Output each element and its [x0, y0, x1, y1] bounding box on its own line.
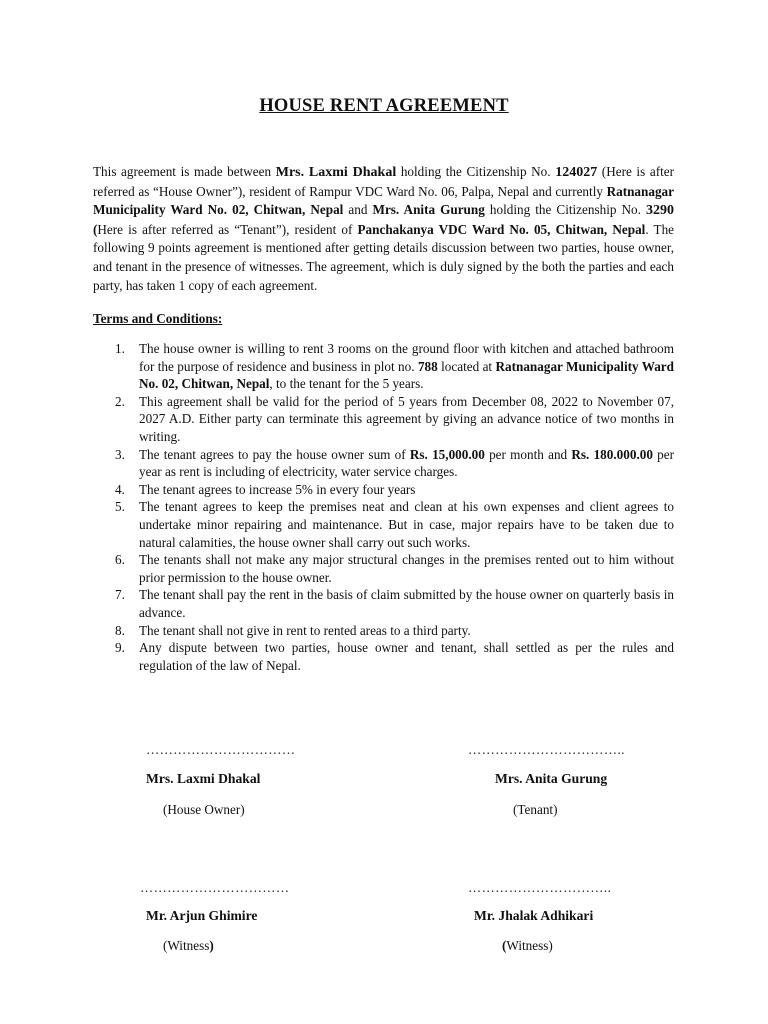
tenant-citizenship-number: 3290 — [646, 203, 674, 219]
intro-text: holding the Citizenship No. — [396, 164, 556, 179]
term-item-7 — [107, 586, 674, 621]
intro-paragraph — [93, 163, 674, 295]
term-item-1 — [107, 340, 674, 393]
term-number: 1. — [115, 341, 125, 356]
term-number: 7. — [115, 587, 125, 603]
owner-signature-role: (House Owner) — [163, 802, 245, 817]
witness-role-text: Witness) — [506, 938, 553, 953]
intro-text: Here is after referred as “Tenant”), resident of — [97, 221, 358, 237]
term-text: Any dispute between two parties, house owner and tenant, shall settled as per the rules and regulation of the law of Nepal. — [139, 640, 674, 673]
intro-text: ( — [93, 221, 98, 237]
term-item-8 — [107, 622, 674, 640]
property-location: Ratnanagar Municipality Ward No. 02, Chitwan, Nepal — [139, 358, 674, 392]
term-item-3 — [107, 446, 674, 481]
tenant-address: Panchakanya VDC Ward No. 05, Chitwan, Nepal — [357, 221, 646, 237]
term-text: The tenant agrees to increase 5% in every four years — [139, 481, 416, 497]
term-item-4 — [107, 481, 674, 499]
term-number: 8. — [115, 622, 125, 638]
term-item-5 — [107, 498, 674, 551]
term-text: located at — [437, 358, 496, 374]
term-text: The tenant agrees to keep the premises neat and clean at his own expenses and client agrees to undertake minor repairing and maintenance. But in case, major repairs have to be taken due to natural calamities, the house owner shall carry out such works. — [139, 499, 674, 550]
witness2-signature-line: ………………………….. — [468, 880, 612, 895]
witness2-signature-role — [502, 938, 553, 954]
owner-name: Mrs. Laxmi Dhakal — [275, 165, 397, 180]
term-number: 4. — [115, 481, 125, 497]
intro-text: This agreement is made between — [93, 164, 276, 179]
tenant-signature-name: Mrs. Anita Gurung — [495, 771, 608, 786]
term-text: The tenant shall not give in rent to rented areas to a third party. — [139, 622, 471, 638]
term-number: 2. — [115, 393, 125, 409]
term-text: The tenant shall pay the rent in the basis of claim submitted by the house owner on quarterly basis in advance. — [139, 587, 674, 620]
term-item-6 — [107, 551, 674, 586]
witness-role-text: ( — [502, 938, 507, 953]
term-number: 3. — [115, 446, 125, 462]
term-number: 5. — [115, 499, 125, 515]
document-title: HOUSE RENT AGREEMENT — [259, 96, 509, 116]
intro-text: holding the Citizenship No. — [484, 202, 646, 218]
plot-number: 788 — [417, 358, 438, 374]
owner-current-address: Ratnanagar Municipality Ward No. 02, Chitwan, Nepal — [93, 183, 674, 218]
terms-list — [107, 340, 674, 674]
intro-text: . The following 9 points agreement is mentioned after getting details discussion between two parties, house owner, and tenant in the presence of witnesses. The agreement, which is duly signed by the both the parties and each party, has taken 1 copy of each agreement. — [93, 221, 675, 293]
term-text: , to the tenant for the 5 years. — [269, 376, 424, 392]
witness1-signature-role — [163, 938, 214, 954]
witness1-signature-name: Mr. Arjun Ghimire — [146, 908, 258, 923]
witness2-signature-name: Mr. Jhalak Adhikari — [474, 908, 594, 923]
intro-text: (Here is after referred as “House Owner”), resident of Rampur VDC Ward No. 06, Palpa, Nepal and currently — [93, 164, 674, 199]
term-number: 6. — [115, 552, 125, 568]
monthly-rent: Rs. 15,000.00 — [409, 446, 485, 462]
tenant-signature-line: …………………………….. — [468, 742, 625, 757]
tenant-name: Mrs. Anita Gurung — [372, 202, 485, 218]
owner-signature-line: …………………………… — [146, 742, 296, 757]
witness-role-text: ) — [209, 938, 214, 953]
term-text: The tenant agrees to pay the house owner sum of — [139, 446, 410, 462]
tenant-signature-role: (Tenant) — [513, 802, 558, 817]
term-text: per month and — [484, 446, 572, 462]
term-item-2 — [107, 393, 674, 446]
term-text: This agreement shall be valid for the period of 5 years from December 08, 2022 to November 07, 2027 A.D. Either party can terminate this agreement by giving an advance notice of two months in writing. — [139, 393, 674, 444]
term-text: The tenants shall not make any major structural changes in the premises rented out to him without prior permission to the house owner. — [139, 552, 674, 585]
term-text: The house owner is willing to rent 3 rooms on the ground floor with kitchen and attached bathroom for the purpose of residence and business in plot no. — [139, 341, 674, 374]
intro-text: and — [343, 202, 373, 218]
owner-signature-name: Mrs. Laxmi Dhakal — [146, 771, 261, 786]
witness1-signature-line: …………………………… — [140, 880, 290, 895]
yearly-rent: Rs. 180.000.00 — [571, 446, 653, 462]
term-text: per year as rent is including of electricity, water service charges. — [139, 446, 675, 480]
term-number: 9. — [115, 640, 125, 656]
witness-role-text: (Witness — [163, 938, 210, 953]
term-item-9 — [107, 639, 674, 674]
owner-citizenship-number: 124027 — [555, 165, 598, 180]
terms-heading: Terms and Conditions: — [93, 311, 223, 326]
